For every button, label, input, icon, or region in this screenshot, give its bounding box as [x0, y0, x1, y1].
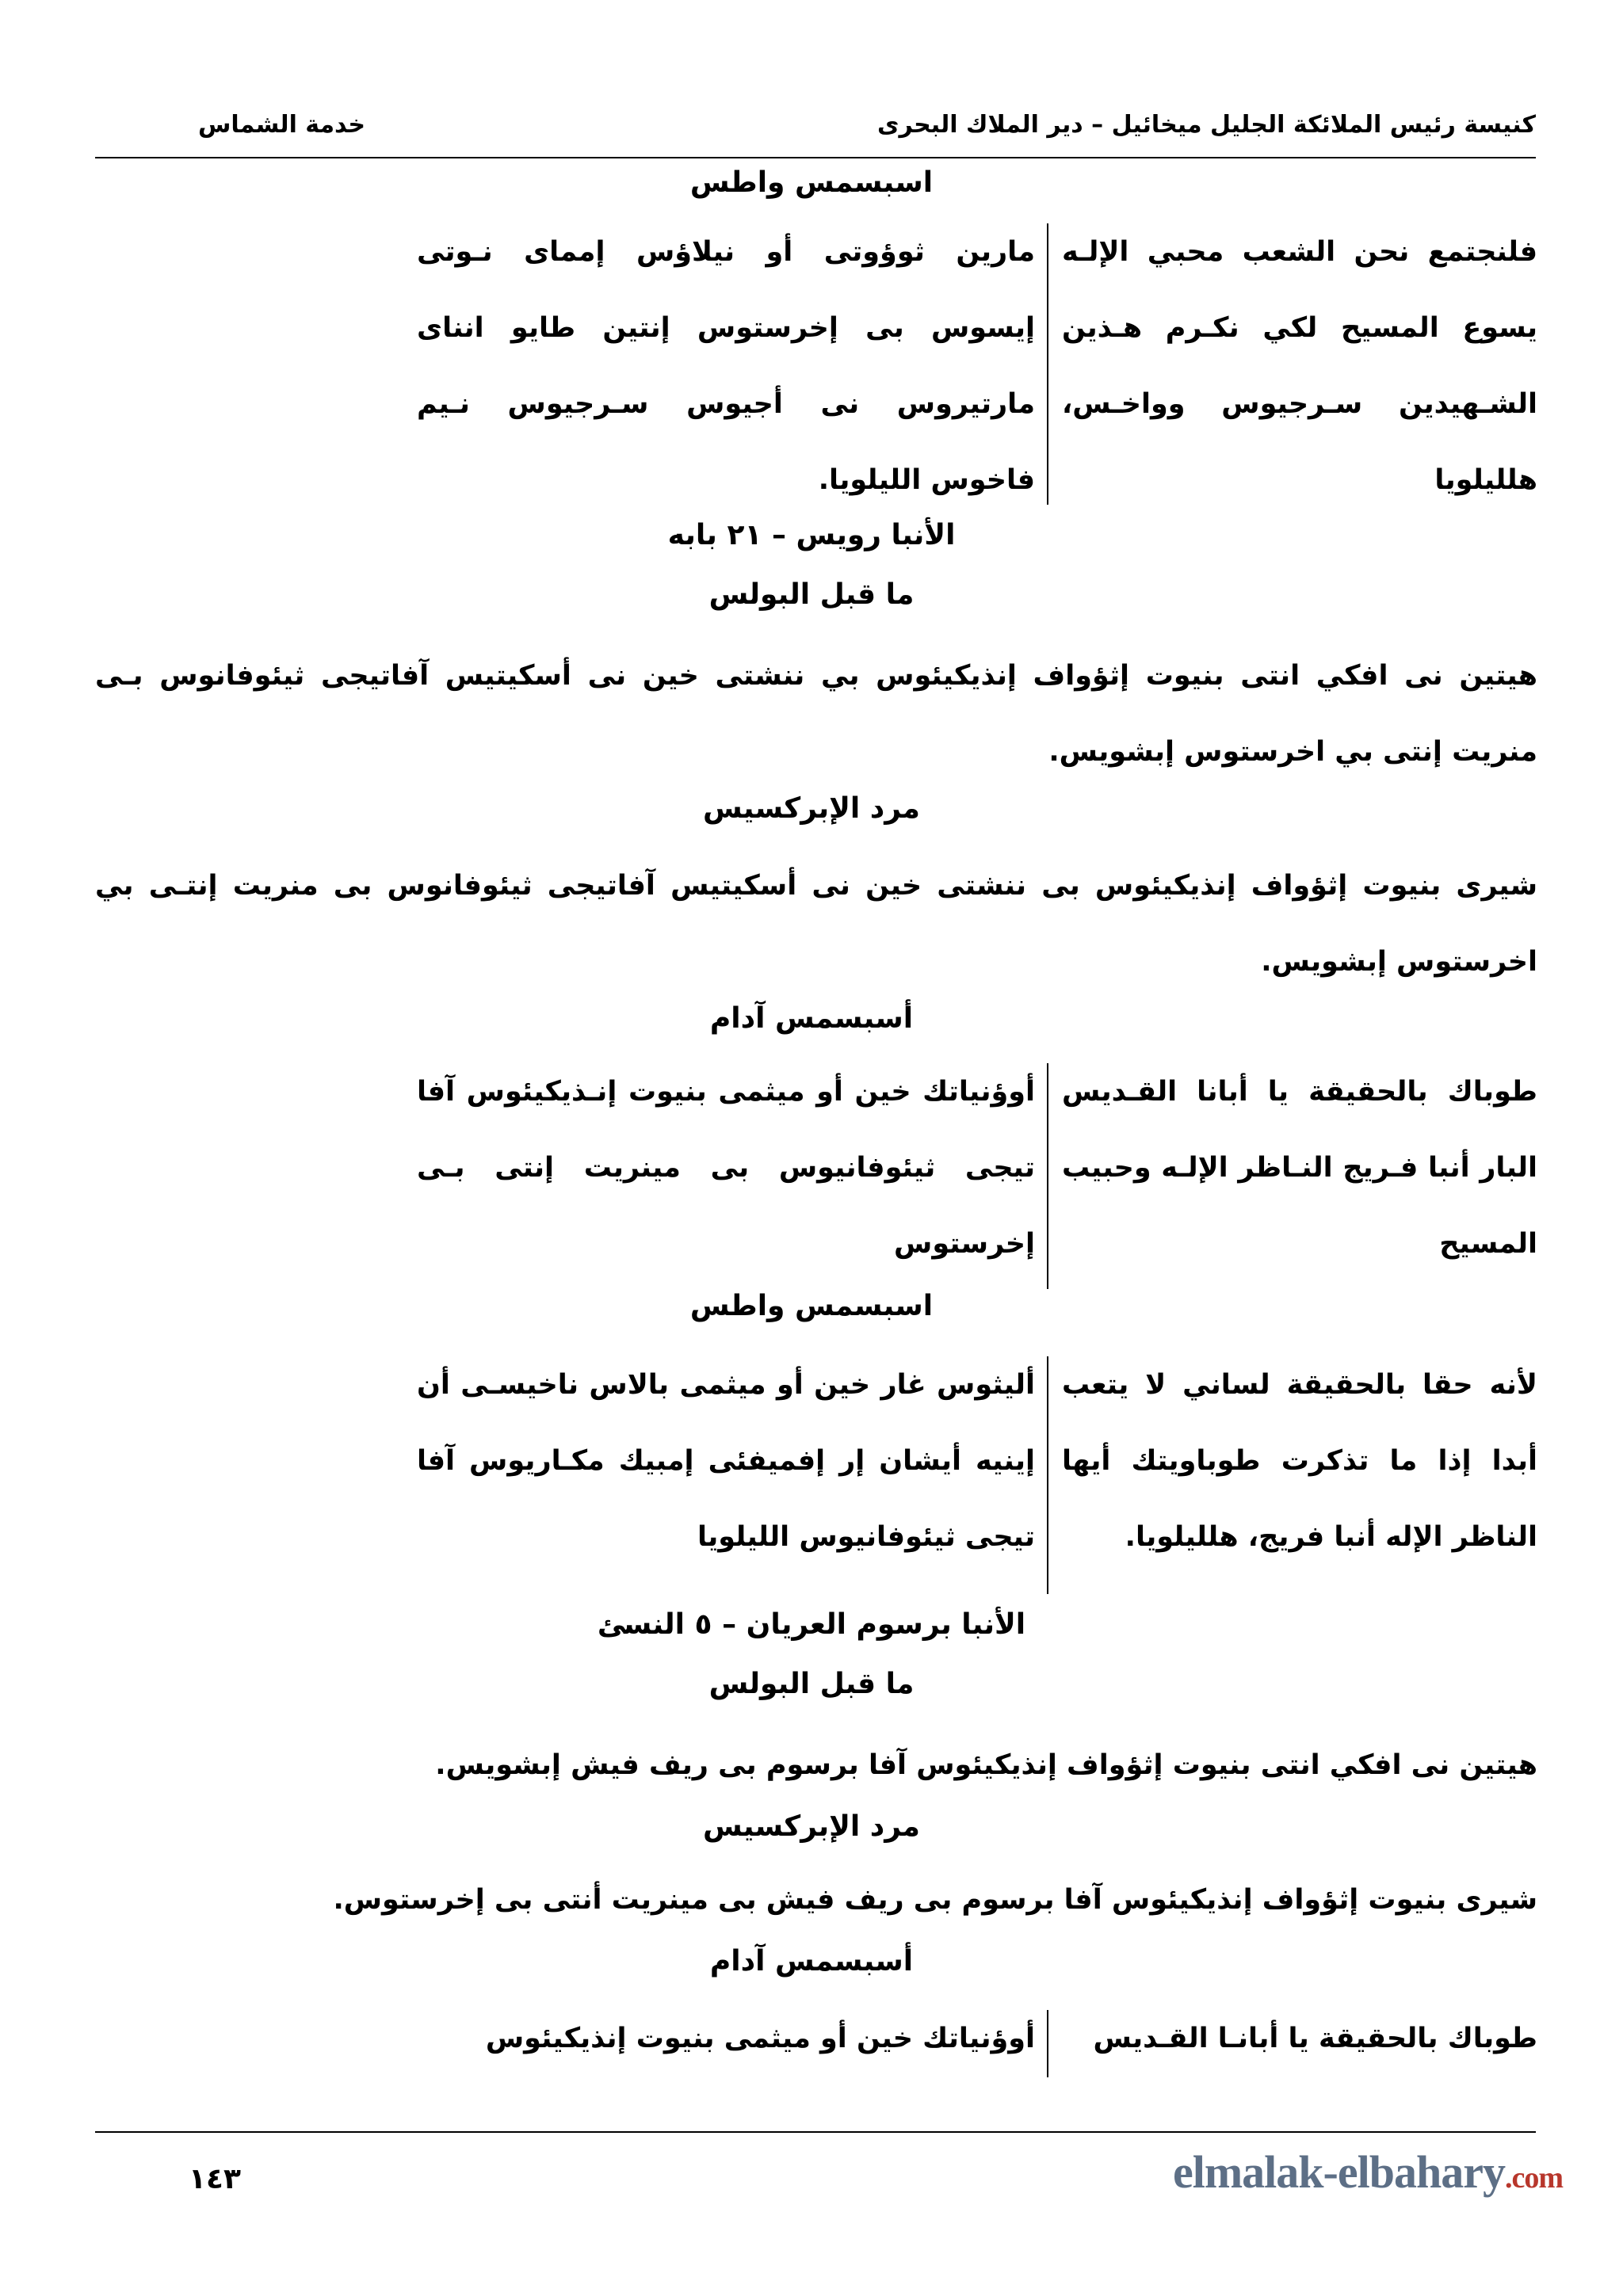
hymn-arabic-column: طوباك بالحقيقة يا أبانا القـديس البار أنبا فـريج النـاظر الإلـه وحبيب المسيح — [1062, 1076, 1537, 1260]
hymn-arabic-column: طوباك بالحقيقة يا أبانـا القـديس — [1093, 2023, 1537, 2054]
logo-text: elmalak-elbahary — [1173, 2146, 1505, 2198]
paragraph: شيرى بنيوت إثؤواف إنذيكيئوس آفا برسوم بى ريف فيش بى مينريت أنتى بى إخرستوس. — [333, 1884, 1537, 1916]
footer-rule — [95, 2131, 1536, 2133]
header-section-title: خدمة الشماس — [198, 111, 366, 139]
feast-heading: الأنبا برسوم العريان – ٥ النسئ — [597, 1608, 1026, 1641]
paragraph: شيرى بنيوت إثؤواف إنذيكيئوس بى ننشتى خين نى أسكيتيس آفاتيجى ثيئوفانوس بى منريت إنتـى بي اخرستوس إبشويس. — [95, 870, 1537, 978]
header-church-title: كنيسة رئيس الملائكة الجليل ميخائيل – دير الملاك البحرى — [876, 111, 1536, 139]
feast-heading: الأنبا رويس – ٢١ بابه — [667, 519, 956, 551]
section-title: مرد الإبركسيس — [703, 792, 920, 825]
paragraph: هيتين نى افكي انتى بنيوت إثؤواف إنذيكيئوس آفا برسوم بى ريف فيش إبشويس. — [435, 1749, 1537, 1781]
hymn-arabic-column: فلنجتمع نحن الشعب محبي الإلـه يسوع المسيح لكي نكـرم هـذين الشـهيدين سـرجيوس وواخـس، هلليلويا — [1062, 236, 1537, 496]
hymn-two-column — [95, 1054, 1537, 1291]
column-divider — [1047, 2010, 1048, 2077]
hymn-arabic-column: لأنه حقا بالحقيقة لساني لا يتعب أبدا إذا ما تذكرت طوباويتك أيها الناظر الإله أنبا فريج، هلليلويا. — [1062, 1369, 1537, 1553]
section-title: اسبسمس واطس — [689, 166, 934, 199]
hymn-coptic-column: أوؤنياتك خين أو ميثمى بنيوت إنـذيكيئوس آفا تيجى ثيئوفانيوس بى مينريت إنتى بـى إخرستوس — [417, 1076, 1035, 1260]
site-logo — [1173, 2145, 1563, 2199]
hymn-coptic-column: أوؤنياتك خين أو ميثمى بنيوت إنذيكيئوس — [485, 2023, 1035, 2054]
hymn-two-column — [95, 214, 1537, 515]
feast-subheading: ما قبل البولس — [708, 1668, 915, 1700]
hymn-coptic-column: مارين ثوؤوتى أو نيلاؤس إمماى نـوتى إيسوس بى إخرستوس إنتين طايو انناى مارتيروس نى أجيوس سـرجيوس نـيم فاخوس الليلويا. — [417, 236, 1035, 496]
section-title: مرد الإبركسيس — [703, 1810, 920, 1843]
column-divider — [1047, 1356, 1048, 1594]
section-title: أسبسمس آدام — [709, 1945, 914, 1978]
logo-domain: .com — [1504, 2161, 1564, 2195]
hymn-two-column — [95, 1347, 1537, 1592]
page-number: ١٤٣ — [189, 2163, 241, 2195]
hymn-coptic-column: أليثوس غار خين أو ميثمى بالاس ناخيسـى أن إينيه أيشان إر إفميفئى إمبيك مكـاريوس آفا تيجى ثيئوفانيوس الليلويا — [417, 1369, 1035, 1553]
column-divider — [1047, 223, 1048, 505]
column-divider — [1047, 1063, 1048, 1289]
header-rule — [95, 157, 1536, 158]
section-title: اسبسمس واطس — [689, 1290, 934, 1322]
feast-subheading: ما قبل البولس — [708, 578, 915, 611]
paragraph: هيتين نى افكي انتى بنيوت إثؤواف إنذيكيئوس بي ننشتى خين نى أسكيتيس آفاتيجى ثيئوفانوس بـى منريت إنتى بي اخرستوس إبشويس. — [95, 660, 1537, 768]
hymn-two-column — [95, 2000, 1537, 2088]
section-title: أسبسمس آدام — [709, 1002, 914, 1035]
